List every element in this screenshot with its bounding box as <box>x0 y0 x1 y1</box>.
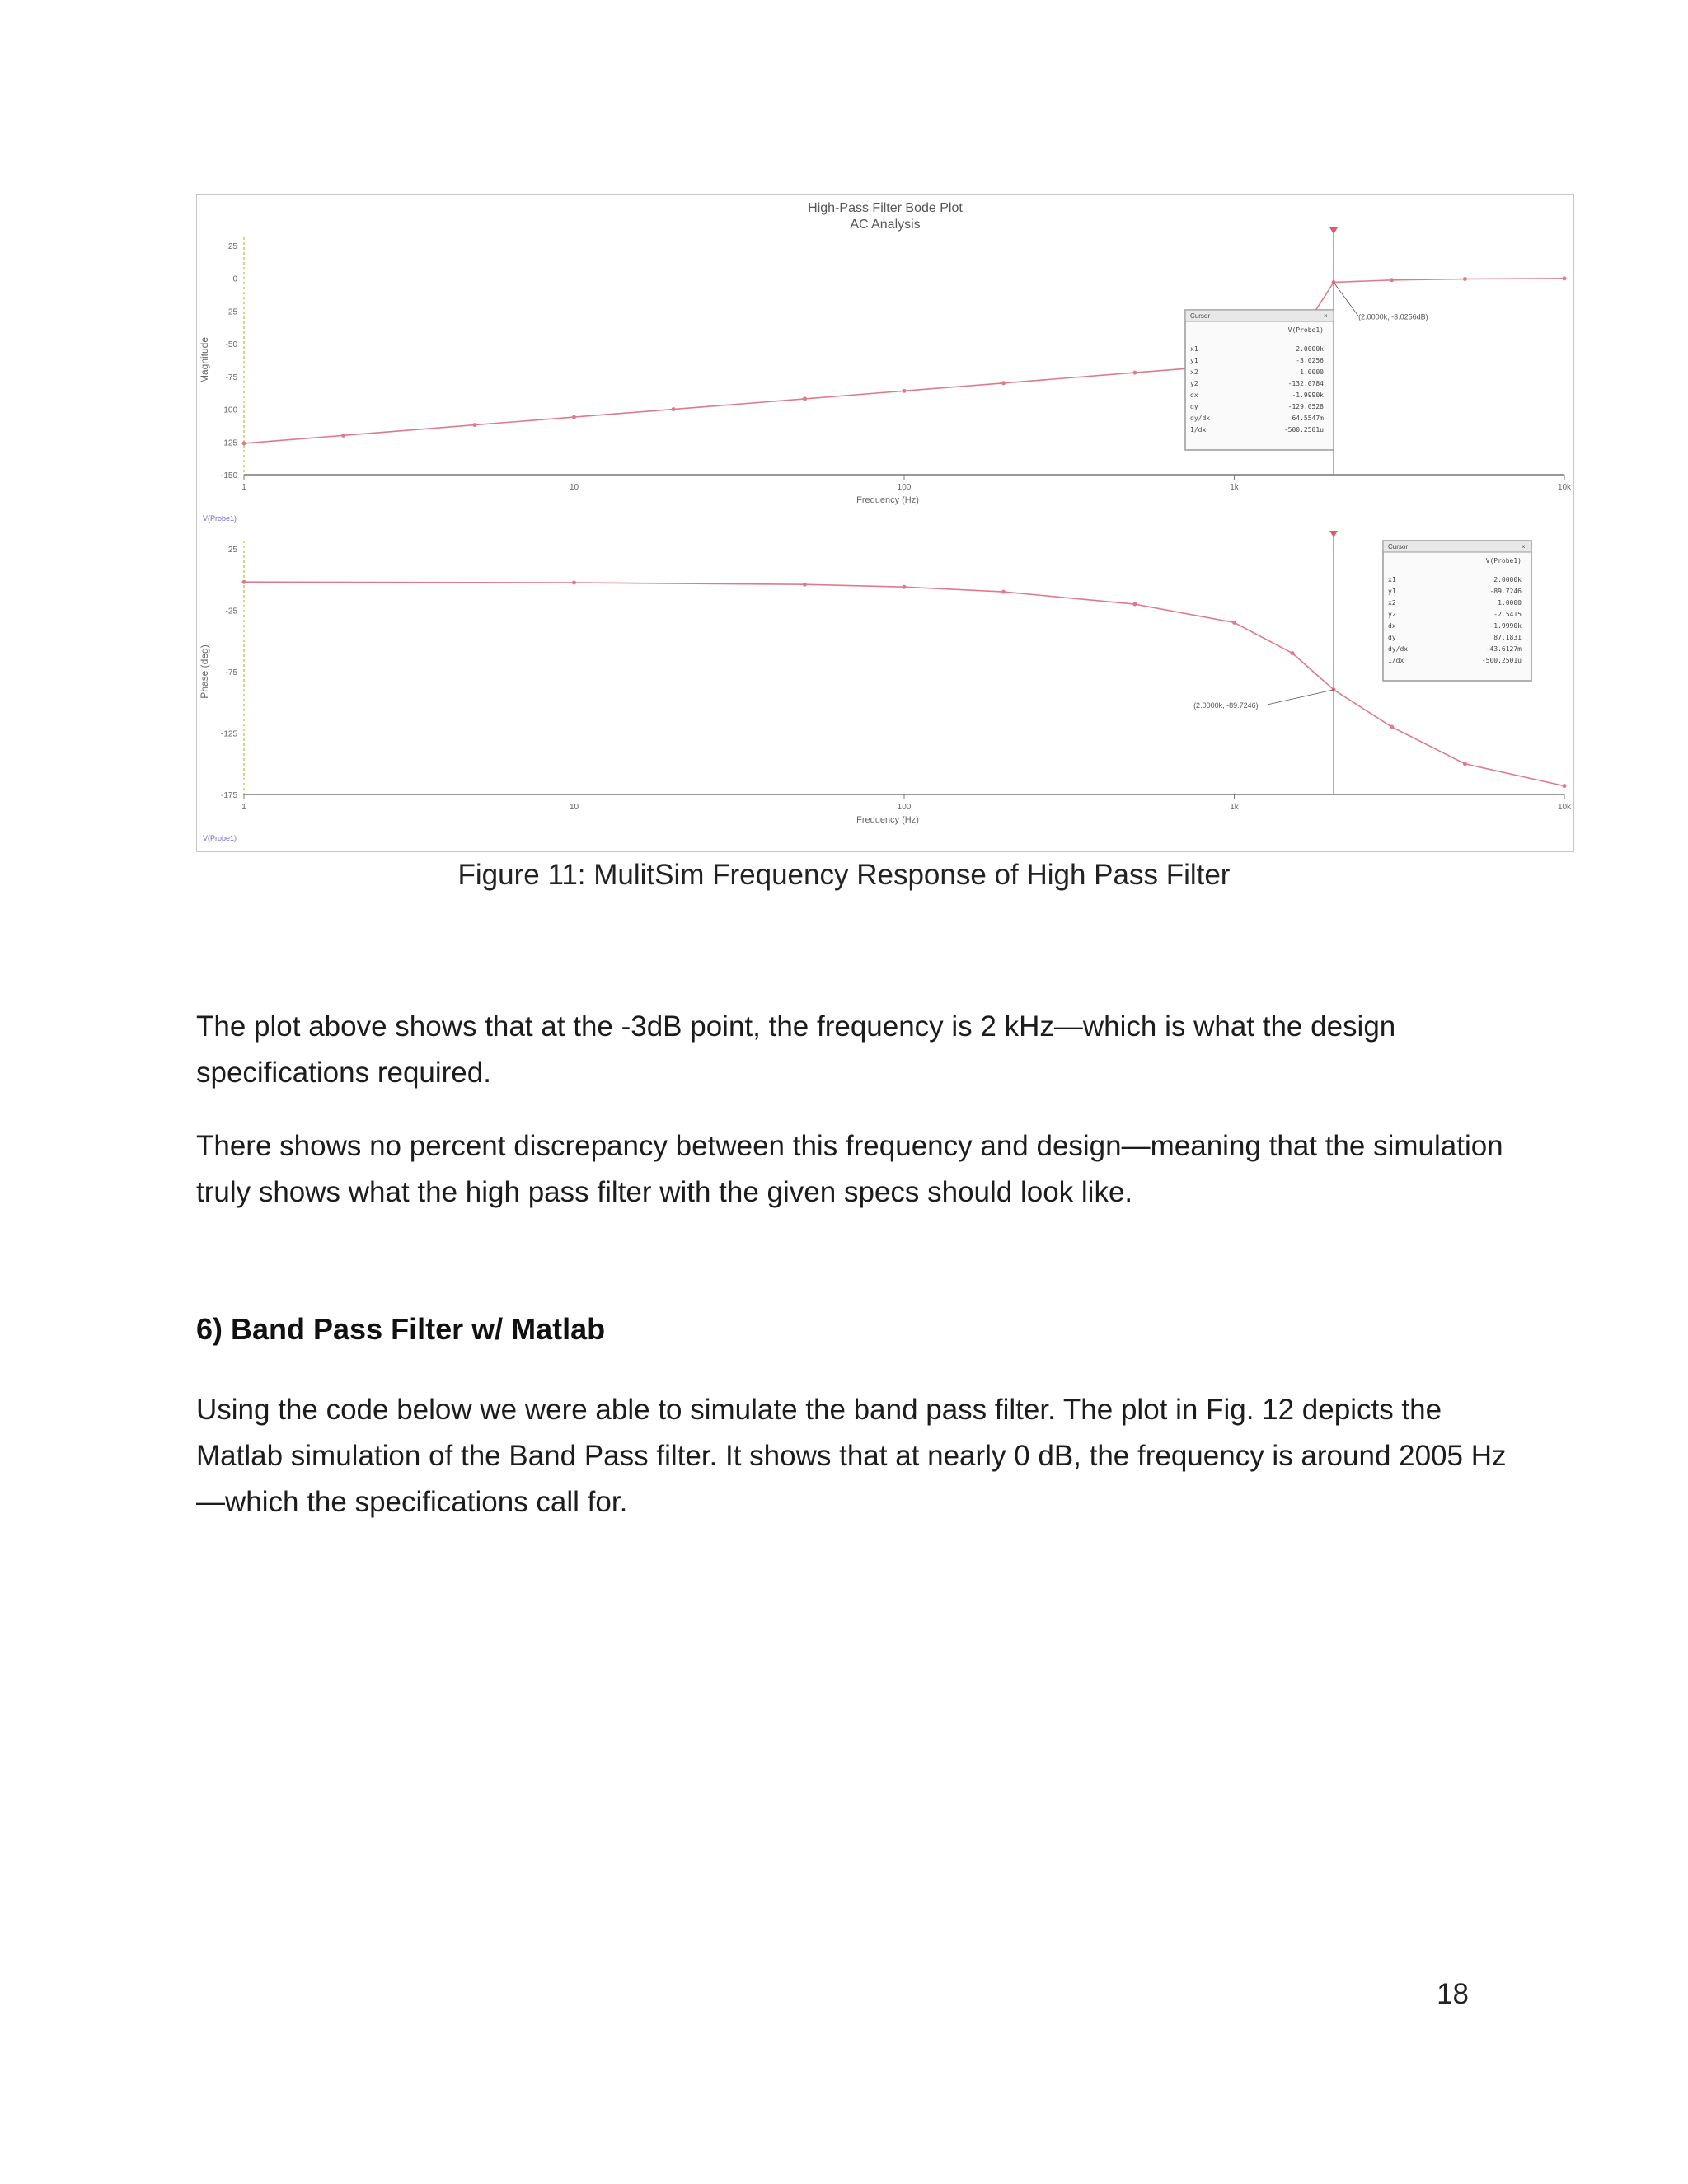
cursor-box-value: -89.7246 <box>1489 588 1522 595</box>
data-point <box>1291 651 1295 655</box>
cursor-box-key: dx <box>1388 622 1396 630</box>
y-tick-label: -75 <box>225 373 237 382</box>
y-tick-label: 25 <box>227 546 237 555</box>
bode-plot-figure <box>196 194 1574 852</box>
cursor-box-value: 64.5547m <box>1292 415 1324 422</box>
cursor-box-value: -1.9990k <box>1292 391 1324 399</box>
data-point <box>1390 278 1394 282</box>
x-tick-label: 1 <box>241 803 246 812</box>
cursor-box-value: 1.0000 <box>1300 368 1324 376</box>
data-point <box>803 583 807 587</box>
y-tick-label: -50 <box>225 340 237 350</box>
paragraph-2: There shows no percent discrepancy between this frequency and design—meaning that the simulation truly shows what the high pass filter with the given specs should look like. <box>196 1130 1503 1208</box>
data-point <box>672 407 676 411</box>
data-point <box>242 580 246 584</box>
chart-subtitle: AC Analysis <box>850 218 921 232</box>
cursor-box-value: -3.0256 <box>1296 357 1324 364</box>
y-tick-label: -100 <box>220 405 237 415</box>
data-point <box>242 441 246 445</box>
y-tick-label: -125 <box>220 438 237 448</box>
y-tick-label: -125 <box>220 729 237 739</box>
data-point <box>341 434 345 438</box>
bode-plot-svg <box>196 194 1574 852</box>
cursor-box-key: dy <box>1388 634 1396 641</box>
cursor-box-value: -500.2501u <box>1481 657 1522 664</box>
legend-entry: V(Probe1) <box>203 834 237 842</box>
y-tick-label: 25 <box>227 242 237 251</box>
x-tick-label: 10k <box>1557 483 1572 492</box>
data-point <box>1232 621 1236 625</box>
legend-entry: V(Probe1) <box>203 514 237 523</box>
x-tick-label: 1k <box>1230 803 1239 812</box>
cursor-box-key: x2 <box>1190 368 1198 376</box>
y-tick-label: -25 <box>225 607 237 616</box>
cursor-box-key: y2 <box>1190 380 1198 387</box>
data-point <box>572 580 576 584</box>
y-tick-label: -175 <box>220 791 237 800</box>
data-point <box>903 585 907 589</box>
cursor-box-value: 1.0000 <box>1498 599 1522 607</box>
paragraph-1: The plot above shows that at the -3dB point, the frequency is 2 kHz—which is what the design specifications required. <box>196 1010 1396 1089</box>
cursor-box-value: -2.5415 <box>1493 611 1522 618</box>
x-tick-label: 10 <box>569 483 579 492</box>
cursor-box-value: -1.9990k <box>1489 622 1522 630</box>
chart-title: High-Pass Filter Bode Plot <box>808 201 963 215</box>
page-number: 18 <box>1437 1978 1469 2010</box>
y-tick-label: 0 <box>232 274 237 284</box>
cursor-box-value: -43.6127m <box>1485 645 1522 653</box>
y-axis-label: Magnitude <box>199 336 210 384</box>
data-point <box>1390 725 1394 729</box>
x-tick-label: 1k <box>1230 483 1239 492</box>
cursor-box-value: 2.0000k <box>1296 345 1324 353</box>
cursor-box-key: 1/dx <box>1190 426 1207 434</box>
y-tick-label: -75 <box>225 668 237 677</box>
y-tick-label: -25 <box>225 307 237 317</box>
cursor-box-title: Cursor <box>1388 543 1409 551</box>
x-tick-label: 10k <box>1557 803 1572 812</box>
x-tick-label: 1 <box>241 483 246 492</box>
figure-frame <box>196 194 1574 852</box>
data-point <box>1001 381 1006 385</box>
data-point <box>572 415 576 419</box>
cursor-box-key: dy <box>1190 403 1198 410</box>
cursor-box-value: -132.0784 <box>1287 380 1324 387</box>
data-point <box>803 396 807 401</box>
cursor-box-key: dy/dx <box>1190 415 1211 422</box>
y-axis-label: Phase (deg) <box>199 644 210 699</box>
x-tick-label: 100 <box>897 483 912 492</box>
data-point <box>1563 784 1567 788</box>
figure-caption: Figure 11: MulitSim Frequency Response of High Pass Filter <box>457 859 1231 891</box>
data-point <box>1132 602 1137 607</box>
cursor-readout: (2.0000k, -3.0256dB) <box>1358 312 1428 321</box>
data-point <box>1463 762 1467 766</box>
data-point <box>1132 371 1137 375</box>
cursor-box-key: y2 <box>1388 611 1396 618</box>
close-icon: × <box>1324 312 1328 320</box>
y-tick-label: -150 <box>220 471 237 480</box>
cursor-box-value: -129.0528 <box>1287 403 1324 410</box>
cursor-box-key: dy/dx <box>1388 645 1409 653</box>
cursor-box-key: x2 <box>1388 599 1396 607</box>
cursor-box-key: dx <box>1190 391 1198 399</box>
cursor-box-key: y1 <box>1388 588 1396 595</box>
data-point <box>1563 276 1567 280</box>
x-tick-label: 100 <box>897 803 912 812</box>
cursor-box-key: y1 <box>1190 357 1198 364</box>
data-point <box>1463 277 1467 281</box>
x-tick-label: 10 <box>569 803 579 812</box>
cursor-readout: (2.0000k, -89.7246) <box>1193 701 1259 710</box>
cursor-box-value: 87.1831 <box>1493 634 1522 641</box>
cursor-box-key: x1 <box>1388 576 1396 583</box>
cursor-box-column: V(Probe1) <box>1287 326 1324 334</box>
paragraph-3: Using the code below we were able to simulate the band pass filter. The plot in Fig. 12 depicts the Matlab simulation of the Band Pass filter. It shows that at nearly 0 dB, the frequency is around 2005 Hz—which the specifications call for. <box>196 1394 1507 1518</box>
cursor-box-column: V(Probe1) <box>1485 557 1522 565</box>
cursor-box-value: 2.0000k <box>1493 576 1522 583</box>
x-axis-label: Frequency (Hz) <box>856 495 919 505</box>
cursor-box-value: -500.2501u <box>1283 426 1324 434</box>
data-point <box>472 423 476 427</box>
close-icon: × <box>1522 543 1526 551</box>
cursor-box-key: 1/dx <box>1388 657 1404 664</box>
cursor-box-key: x1 <box>1190 345 1198 353</box>
x-axis-label: Frequency (Hz) <box>856 815 919 825</box>
cursor-box-title: Cursor <box>1190 312 1211 320</box>
section-heading: 6) Band Pass Filter w/ Matlab <box>196 1312 606 1346</box>
data-point <box>903 389 907 393</box>
data-point <box>1001 590 1006 594</box>
